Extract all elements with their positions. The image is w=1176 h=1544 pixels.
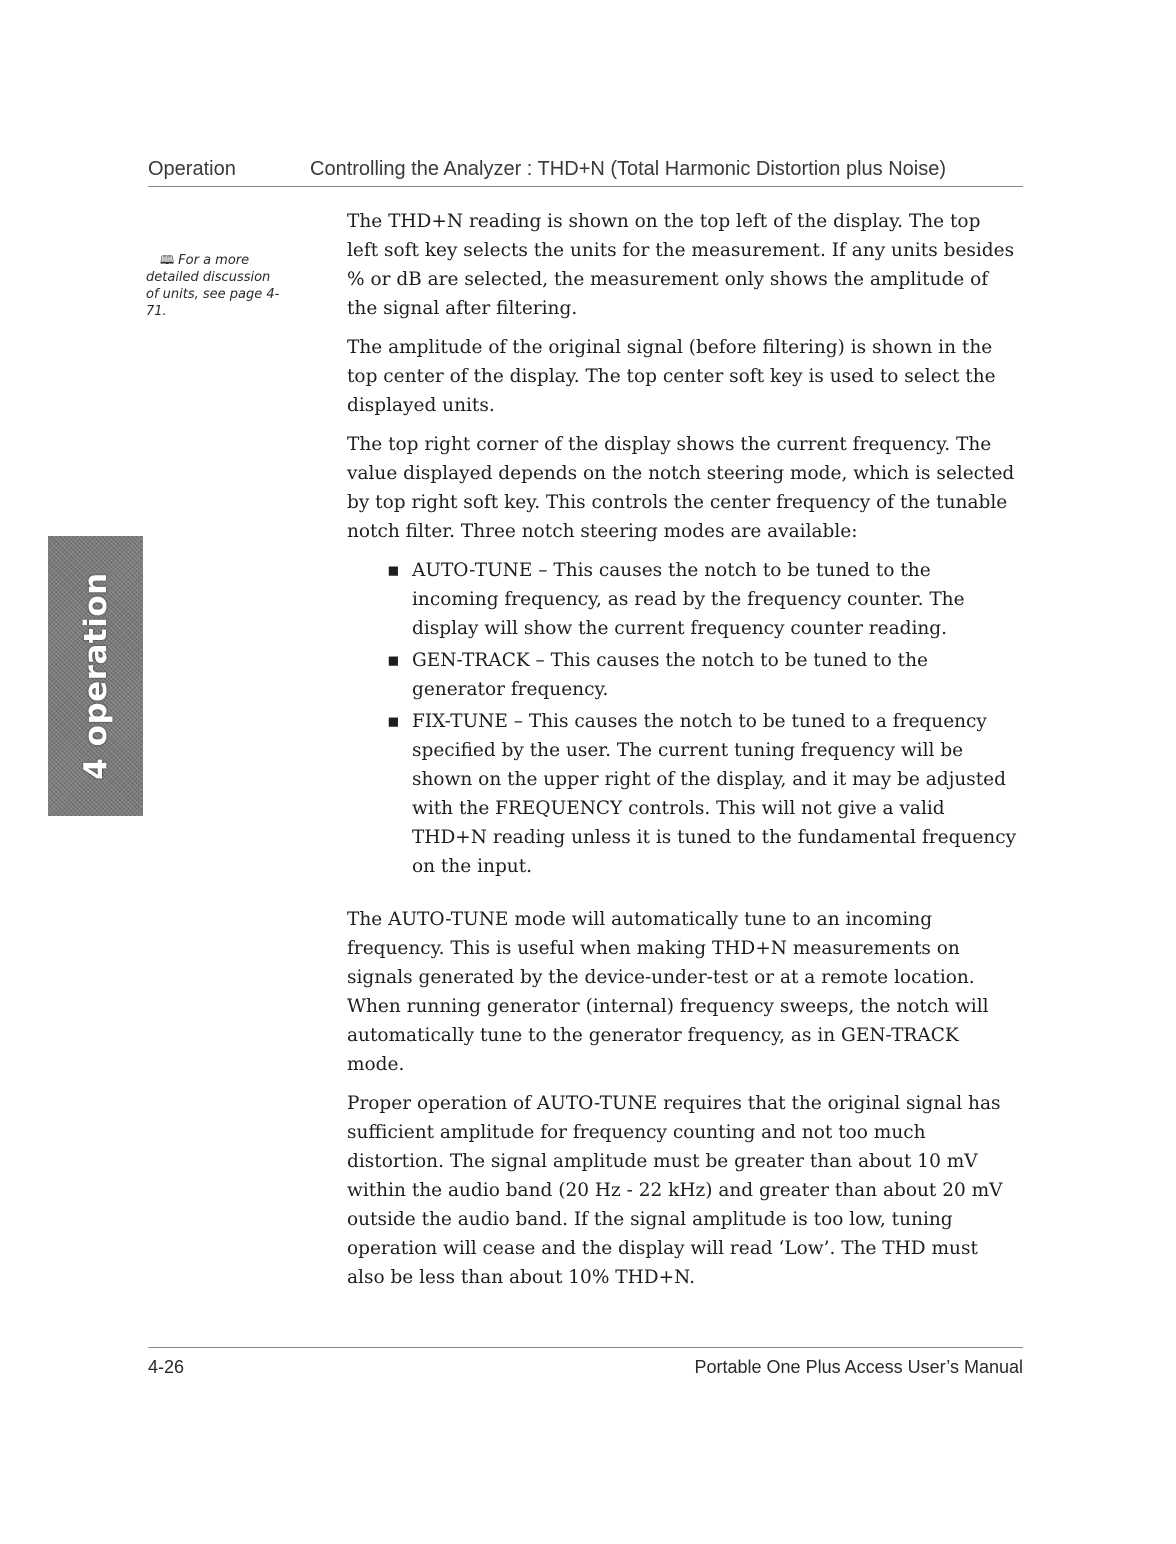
bullet-icon: ▪	[387, 560, 400, 581]
list-item	[387, 707, 1017, 881]
list-item	[387, 556, 1017, 643]
list-item	[387, 646, 1017, 704]
section-name: Operation	[148, 158, 236, 180]
margin-note-text: For a more detailed discussion of units, see page 4-71.	[146, 253, 280, 319]
list-item-text: AUTO-TUNE – This causes the notch to be tuned to the incoming frequency, as read by the frequency counter. The display will show the current frequency counter reading.	[412, 560, 965, 639]
chapter-title: Controlling the Analyzer : THD+N (Total Harmonic Distortion plus Noise)	[310, 158, 946, 180]
body-paragraph: Proper operation of AUTO-TUNE requires that the original signal has sufficient amplitude for frequency counting and not too much distortion. The signal amplitude must be greater than about 10 mV within the audio band (20 Hz - 22 kHz) and greater than about 20 mV outside the audio band. If the signal amplitude is too low, tuning operation will cease and the display will read ‘Low’. The THD must also be less than about 10% THD+N.	[347, 1093, 1003, 1288]
body-paragraph: The THD+N reading is shown on the top left of the display. The top left soft key selects the units for the measurement. If any units besides % or dB are selected, the measurement only shows the amplitude of the signal after filtering.	[347, 211, 1015, 319]
margin-note	[146, 252, 281, 320]
list-item-text: GEN-TRACK – This causes the notch to be tuned to the generator frequency.	[412, 650, 928, 700]
page-footer	[148, 1347, 1023, 1382]
chapter-side-tab	[48, 536, 143, 816]
main-body-text	[347, 207, 1017, 1302]
body-paragraph: The amplitude of the original signal (before filtering) is shown in the top center of the display. The top center soft key is used to select the displayed units.	[347, 337, 996, 416]
manual-title: Portable One Plus Access User’s Manual	[694, 1357, 1023, 1377]
bullet-icon: ▪	[387, 711, 400, 732]
book-icon: 🕮	[160, 253, 175, 267]
chapter-tab-label: 4 operation	[77, 572, 114, 780]
bullet-icon: ▪	[387, 650, 400, 671]
page-number: 4-26	[148, 1357, 185, 1377]
body-paragraph: The top right corner of the display shows the current frequency. The value displayed depends on the notch steering mode, which is selected by top right soft key. This controls the center frequency of the tunable notch filter. Three notch steering modes are available:	[347, 434, 1015, 542]
list-item-text: FIX-TUNE – This causes the notch to be tuned to a frequency specified by the user. The current tuning frequency will be shown on the upper right of the display, and it may be adjusted with the FREQUENCY controls. This will not give a valid THD+N reading unless it is tuned to the fundamental frequency on the input.	[412, 711, 1017, 877]
notch-modes-list	[347, 556, 1017, 881]
body-paragraph: The AUTO-TUNE mode will automatically tune to an incoming frequency. This is useful when making THD+N measurements on signals generated by the device-under-test or at a remote location. When running generator (internal) frequency sweeps, the notch will automatically tune to the generator frequency, as in GEN-TRACK mode.	[347, 909, 989, 1075]
page-header	[148, 156, 1023, 187]
